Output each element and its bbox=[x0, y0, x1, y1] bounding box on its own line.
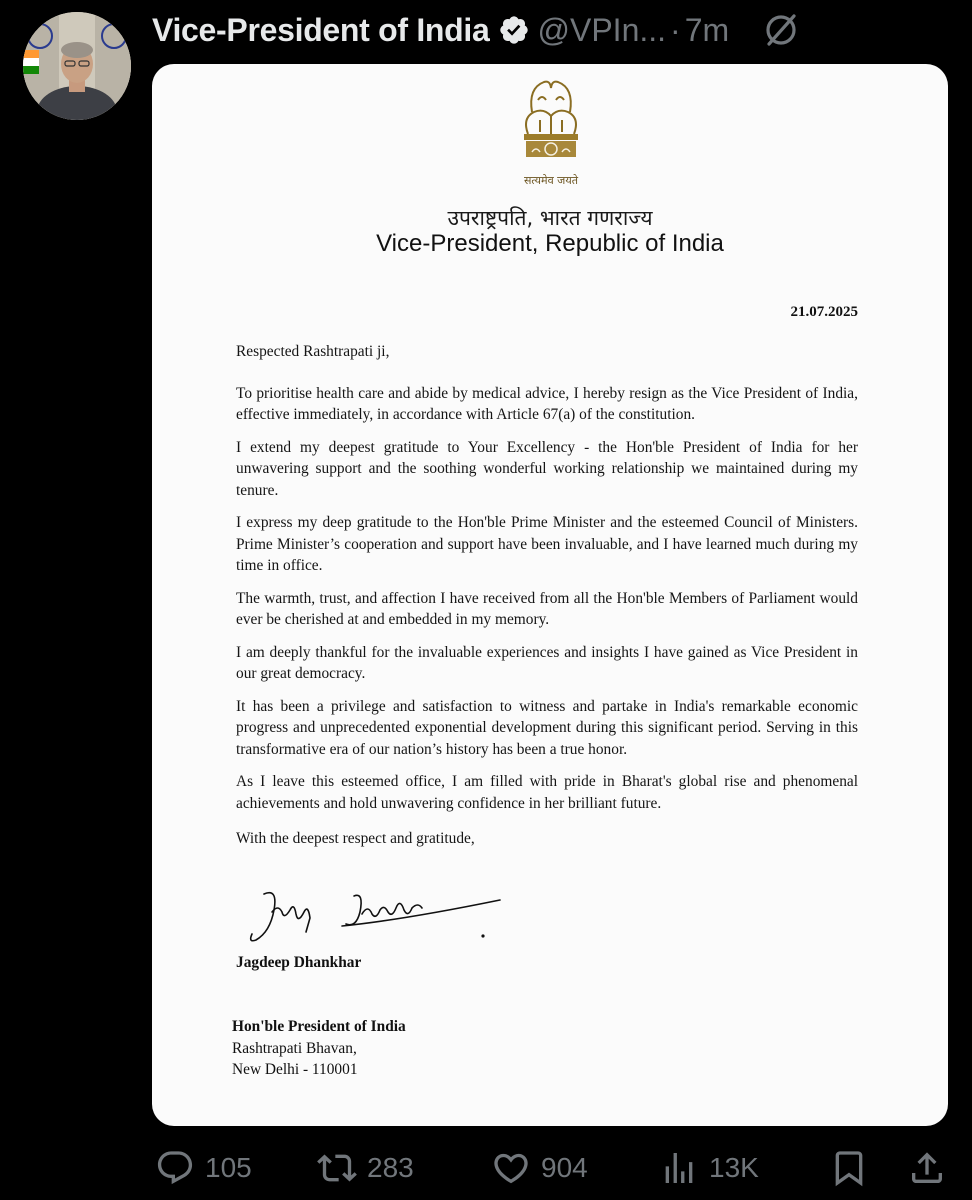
heart-icon bbox=[491, 1148, 531, 1188]
post-time[interactable]: 7m bbox=[684, 11, 730, 48]
action-bar bbox=[155, 1146, 942, 1190]
recipient-address bbox=[232, 1016, 406, 1081]
letter-body bbox=[236, 341, 858, 850]
reply-count: 105 bbox=[205, 1152, 252, 1183]
letter-date: 21.07.2025 bbox=[790, 304, 858, 320]
office-title-english: Vice-President, Republic of India bbox=[376, 230, 724, 257]
repost-button[interactable] bbox=[317, 1148, 414, 1188]
author-handle[interactable]: @VPIn... bbox=[537, 11, 667, 48]
state-emblem-icon bbox=[510, 72, 592, 194]
office-title-hindi: उपराष्ट्रपति, भारत गणराज्य bbox=[447, 206, 653, 230]
share-icon bbox=[907, 1148, 947, 1188]
letter-paragraph: I am deeply thankful for the invaluable experiences and insights I have gained as Vice President in our great democracy. bbox=[236, 643, 858, 682]
letter-salutation: Respected Rashtrapati ji, bbox=[236, 343, 390, 360]
letter-paragraph: It has been a privilege and satisfaction to witness and partake in India's remarkable economic progress and unprecedented exponential development during this significant period. Serving in this transformative era of our nation’s history has been a true honor. bbox=[236, 697, 858, 758]
repost-count: 283 bbox=[367, 1152, 414, 1183]
letter-closing: With the deepest respect and gratitude, bbox=[236, 830, 475, 847]
letter-paragraph: To prioritise health care and abide by medical advice, I hereby resign as the Vice President of India, effective immediately, in accordance with Article 67(a) of the constitution. bbox=[236, 384, 858, 423]
reply-button[interactable] bbox=[155, 1148, 252, 1188]
bookmark-button[interactable] bbox=[829, 1148, 869, 1188]
letter-paragraph: As I leave this esteemed office, I am filled with pride in Bharat's global rise and phenomenal achievements and hold unwavering confidence in her brilliant future. bbox=[236, 773, 858, 812]
avatar-photo bbox=[23, 12, 131, 120]
views-count: 13K bbox=[709, 1152, 759, 1183]
post-header bbox=[152, 6, 952, 54]
bookmark-icon bbox=[829, 1148, 869, 1188]
signer-name: Jagdeep Dhankhar bbox=[236, 954, 362, 971]
repost-icon bbox=[317, 1148, 357, 1188]
like-count: 904 bbox=[541, 1152, 588, 1183]
views-icon bbox=[659, 1148, 699, 1188]
verified-badge-icon bbox=[498, 14, 530, 46]
recipient-line: Rashtrapati Bhavan, bbox=[232, 1039, 357, 1057]
signature bbox=[244, 884, 504, 954]
letter-paragraph: The warmth, trust, and affection I have received from all the Hon'ble Members of Parliament would ever be cherished at and embedded in my memory. bbox=[236, 589, 858, 628]
letter-paragraph: I extend my deepest gratitude to Your Excellency - the Hon'ble President of India for her unwavering support and the soothing wonderful working relationship we maintained during my tenure. bbox=[236, 438, 858, 499]
like-button[interactable] bbox=[491, 1148, 588, 1188]
share-button[interactable] bbox=[907, 1148, 947, 1188]
letter-image[interactable] bbox=[152, 64, 948, 1126]
reply-icon bbox=[155, 1148, 195, 1188]
views-button[interactable] bbox=[659, 1148, 759, 1188]
author-name[interactable]: Vice-President of India bbox=[152, 11, 490, 48]
recipient-title: Hon'ble President of India bbox=[232, 1018, 406, 1035]
recipient-line: New Delhi - 110001 bbox=[232, 1061, 358, 1078]
grok-icon[interactable] bbox=[763, 12, 799, 48]
avatar[interactable] bbox=[23, 12, 131, 120]
emblem-motto: सत्यमेव जयते bbox=[523, 174, 579, 187]
letter-paragraph: I express my deep gratitude to the Hon'ble Prime Minister and the esteemed Council of Ministers. Prime Minister’s cooperation and support have been invaluable, and I have learned much during my time in office. bbox=[236, 514, 858, 574]
separator-dot: · bbox=[670, 11, 681, 48]
